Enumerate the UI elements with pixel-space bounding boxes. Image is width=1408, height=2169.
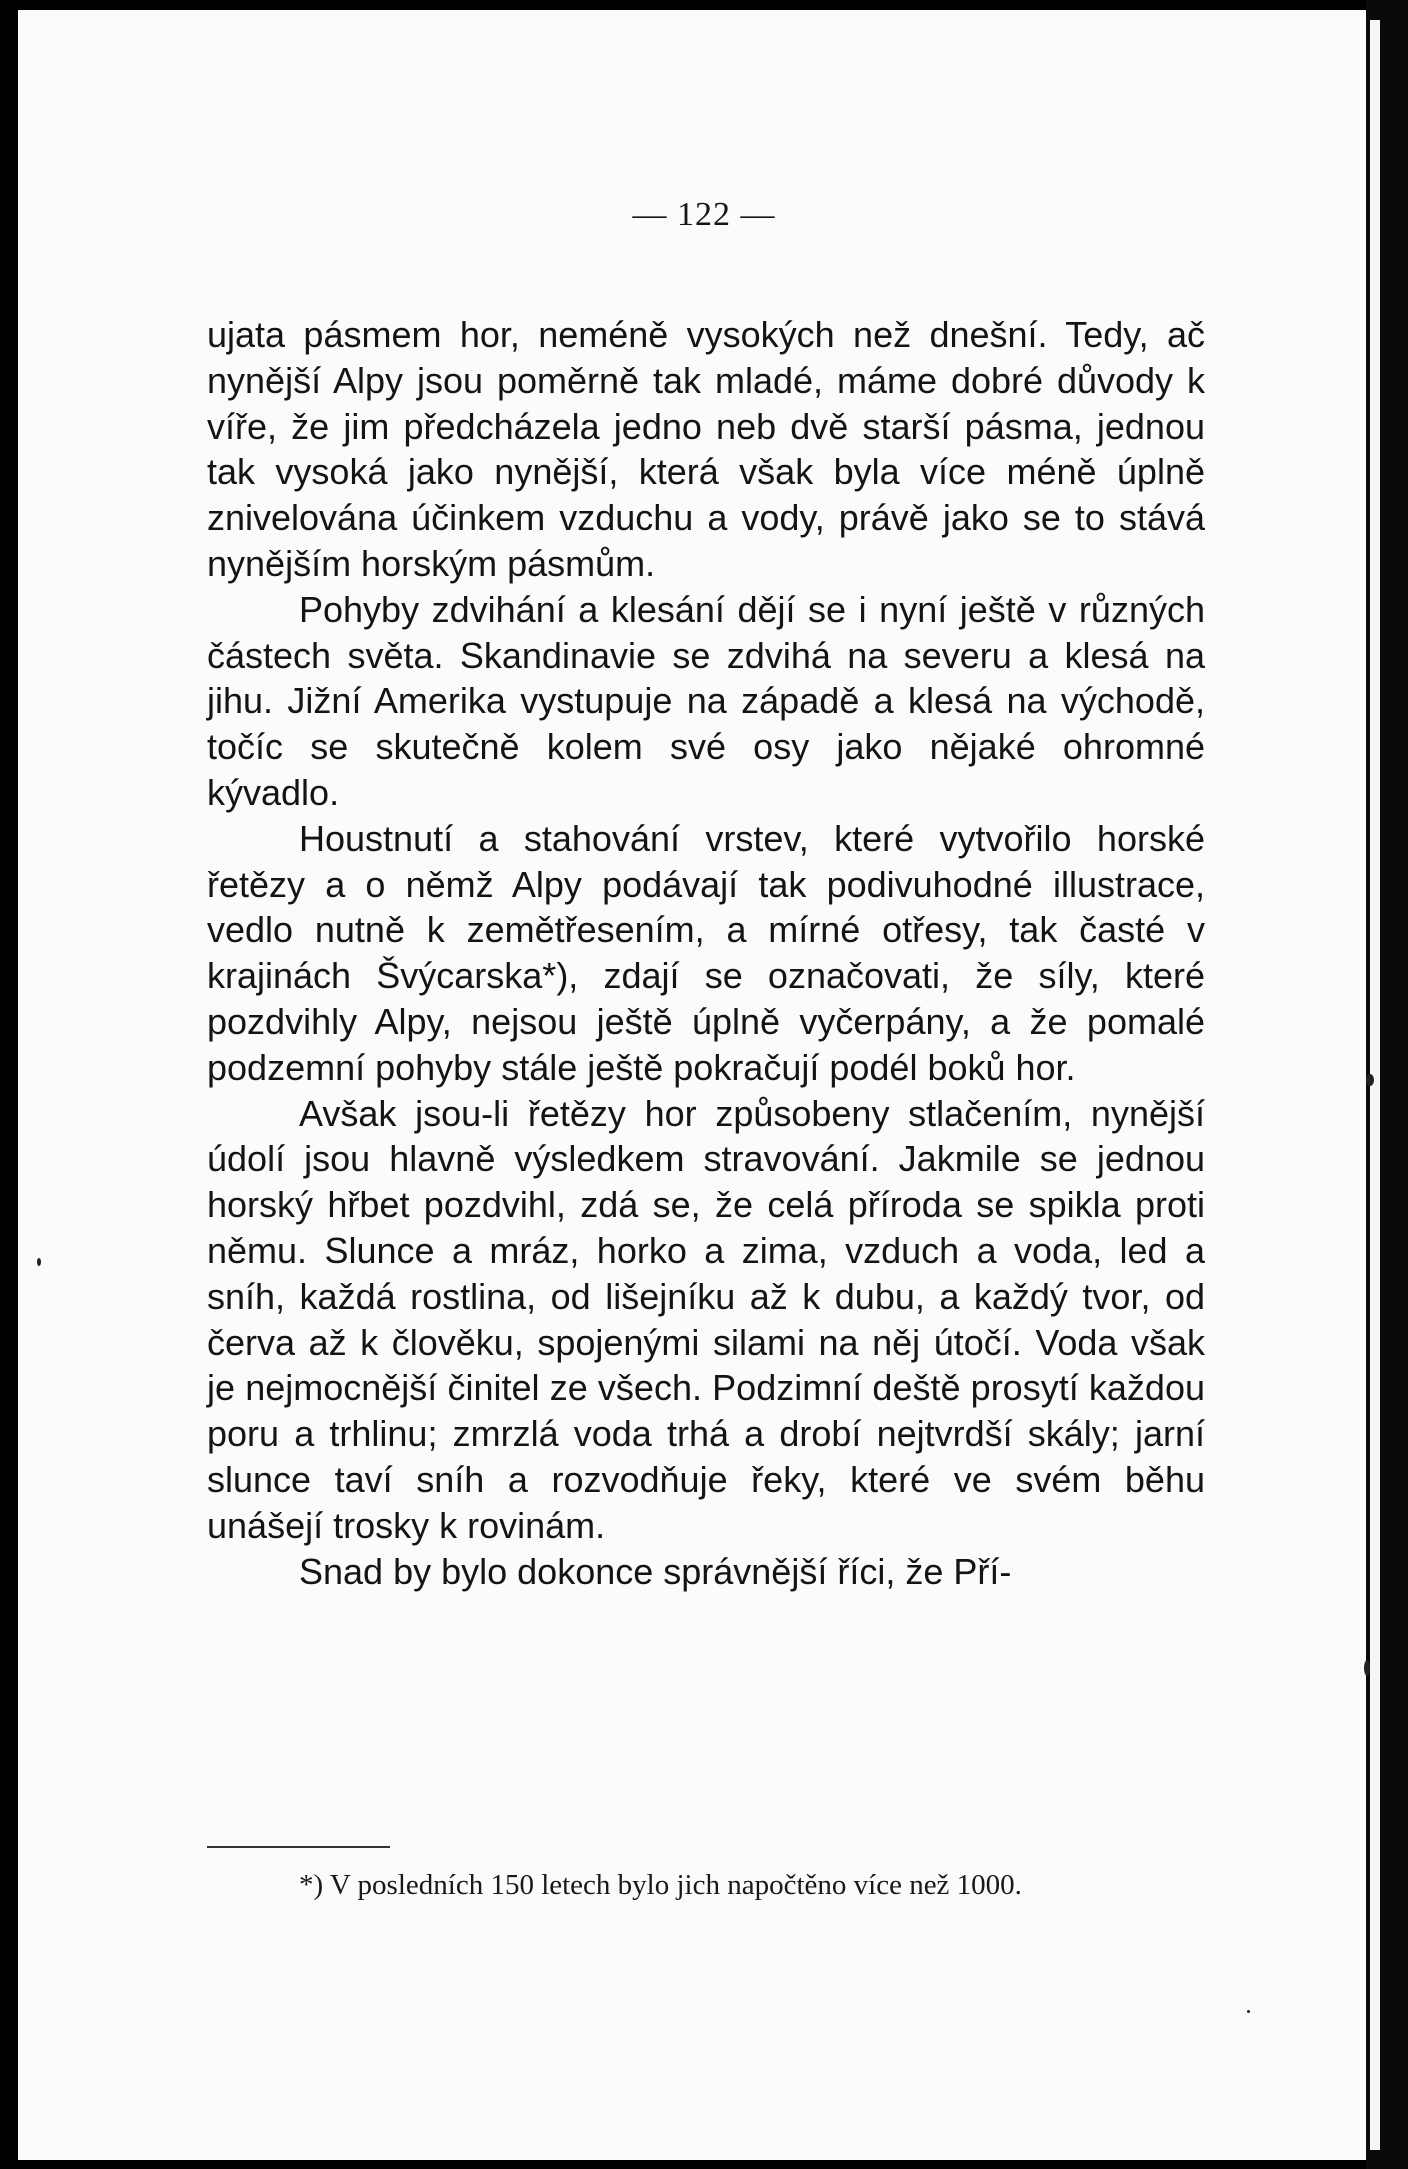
scan-speck: [1364, 1660, 1370, 1676]
paragraph-earthquakes: Houstnutí a stahování vrstev, které vytvořilo horské řetězy a o němž Alpy podávají tak podivuhodné illustrace, vedlo nutně k zemětřesením, a mírné otřesy, tak časté v krajinách Švýcarska*), zdají se označovati, že síly, které pozdvihly Alpy, nejsou ještě úplně vyčerpány, a že pomalé podzemní pohyby stále ještě pokračují podél boků hor.: [207, 817, 1205, 1088]
page-number: — 122 —: [632, 196, 776, 233]
paragraph-continuation: ujata pásmem hor, neméně vysokých než dnešní. Tedy, ač nynější Alpy jsou poměrně tak mladé, máme dobré důvody k víře, že jim předcházela jedno neb dvě starší pásma, jednou tak vysoká jako nynější, která však byla více méně úplně znivelována účinkem vzduchu a vody, právě jako se to stává nynějším horským pásmům.: [207, 314, 1205, 584]
paragraph-erosion: Avšak jsou-li řetězy hor způsobeny stlačením, nynější údolí jsou hlavně výsledkem stravování. Jakmile se jednou horský hřbet pozdvihl, zdá se, že celá příroda se spikla proti němu. Slunce a mráz, horko a zima, vzduch a voda, led a sníh, každá rostlina, od lišejníku až k dubu, a každý tvor, od červa až k člověku, spojenými silami na něj útočí. Voda však je nejmocnější činitel ze všech. Podzimní deště prosytí každou poru a trhlinu; zmrzlá voda trhá a drobí nejtvrdší skály; jarní slunce taví sníh a rozvodňuje řeky, které ve svém běhu unášejí trosky k rovinám.: [207, 1092, 1205, 1546]
paragraph-final: Snad by bylo dokonce správnější říci, že Pří-: [299, 1550, 1012, 1592]
scan-speck: [1247, 2010, 1250, 2013]
paragraph-movements: Pohyby zdvihání a klesání dějí se i nyní ještě v různých částech světa. Skandinavie se zdvihá na severu a klesá na jihu. Jižní Amerika vystupuje na západě a klesá na východě, točíc se skutečně kolem své osy jako nějaké ohromné kývadlo.: [207, 588, 1205, 813]
body-text: [207, 312, 1205, 1594]
footnote: *) V posledních 150 letech bylo jich napočtěno více než 1000.: [299, 1869, 1022, 1901]
scan-speck: [37, 1258, 41, 1266]
scan-speck: [1366, 1074, 1374, 1086]
footnote-divider: [207, 1846, 390, 1848]
